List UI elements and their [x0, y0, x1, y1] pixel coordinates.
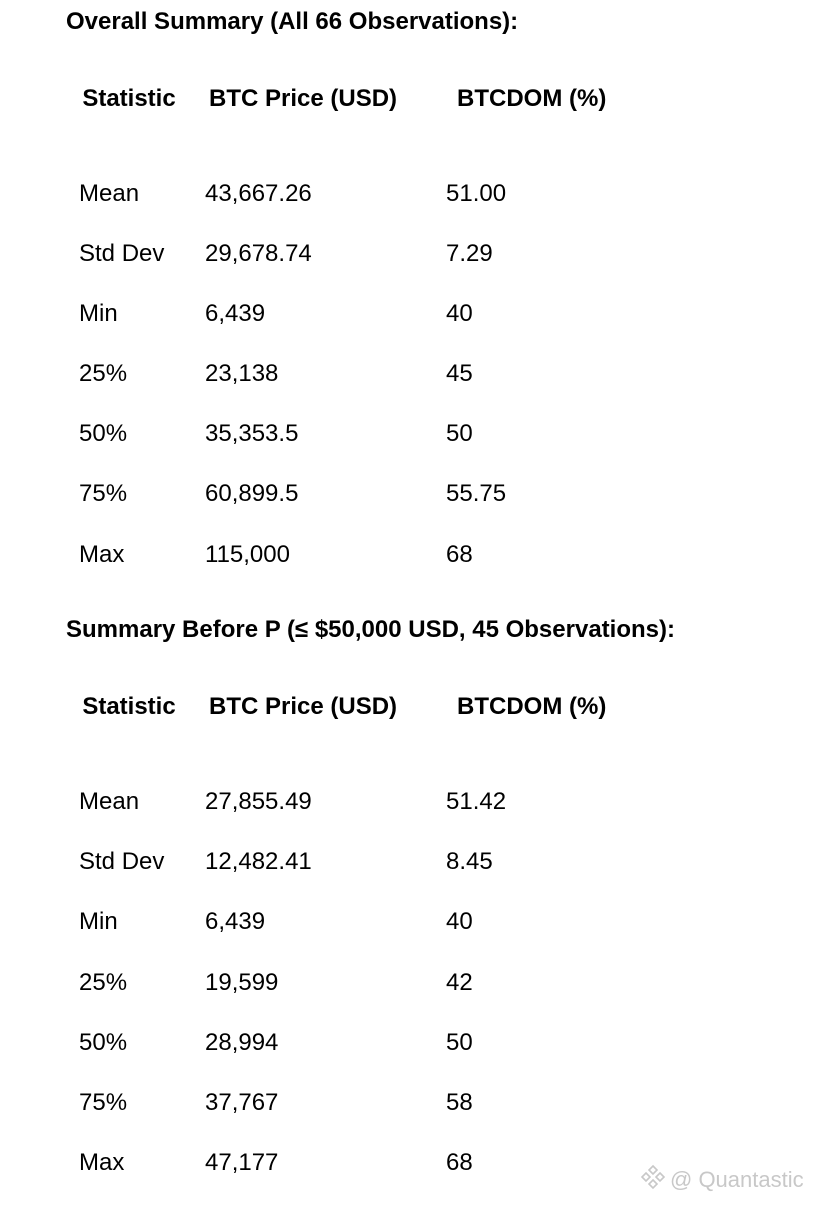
row-btc-value: 19,599: [205, 969, 279, 996]
column-header-btcdom: BTCDOM (%): [457, 693, 607, 720]
row-statistic: 50%: [79, 1029, 128, 1056]
row-statistic: 75%: [79, 1089, 128, 1116]
row-btcdom-value: 50: [446, 420, 473, 447]
table-row: [0, 176, 818, 212]
row-statistic: Min: [79, 300, 118, 327]
row-btc-value: 37,767: [205, 1089, 279, 1116]
section-title-overall: Overall Summary (All 66 Observations):: [66, 8, 519, 35]
row-statistic: 75%: [79, 480, 128, 507]
row-statistic: Mean: [79, 788, 140, 815]
row-btc-value: 43,667.26: [205, 180, 312, 207]
table-row: [0, 1025, 818, 1061]
row-btc-value: 60,899.5: [205, 480, 299, 507]
table-row: [0, 416, 818, 452]
row-btcdom-value: 8.45: [446, 848, 493, 875]
column-header-btc-price: BTC Price (USD): [209, 85, 398, 112]
row-statistic: 25%: [79, 969, 128, 996]
table-row: [0, 965, 818, 1001]
row-statistic: Mean: [79, 180, 140, 207]
table-row: [0, 356, 818, 392]
row-btcdom-value: 50: [446, 1029, 473, 1056]
table-row: [0, 844, 818, 880]
row-btcdom-value: 7.29: [446, 240, 493, 267]
column-header-btcdom: BTCDOM (%): [457, 85, 607, 112]
row-statistic: Std Dev: [79, 848, 165, 875]
table-row: [0, 784, 818, 820]
table-row: [0, 537, 818, 573]
row-statistic: 50%: [79, 420, 128, 447]
table-row: [0, 236, 818, 272]
row-btcdom-value: 51.00: [446, 180, 507, 207]
table-row: [0, 476, 818, 512]
watermark-text: @ Quantastic: [670, 1166, 804, 1192]
row-btcdom-value: 42: [446, 969, 473, 996]
row-statistic: 25%: [79, 360, 128, 387]
column-header-btc-price: BTC Price (USD): [209, 693, 398, 720]
row-btcdom-value: 45: [446, 360, 473, 387]
row-btc-value: 115,000: [205, 541, 290, 568]
column-header-statistic: Statistic: [82, 693, 176, 720]
row-btc-value: 6,439: [205, 300, 266, 327]
row-btc-value: 6,439: [205, 908, 266, 935]
row-btcdom-value: 55.75: [446, 480, 507, 507]
row-btcdom-value: 40: [446, 908, 473, 935]
table-row: [0, 296, 818, 332]
row-btcdom-value: 58: [446, 1089, 473, 1116]
table-row: [0, 904, 818, 940]
row-btc-value: 29,678.74: [205, 240, 312, 267]
watermark: [640, 1164, 804, 1198]
row-btc-value: 12,482.41: [205, 848, 312, 875]
row-btc-value: 35,353.5: [205, 420, 299, 447]
row-statistic: Max: [79, 1149, 125, 1176]
row-btcdom-value: 68: [446, 541, 473, 568]
row-btc-value: 47,177: [205, 1149, 279, 1176]
column-header-statistic: Statistic: [82, 85, 176, 112]
row-btcdom-value: 51.42: [446, 788, 507, 815]
row-btc-value: 23,138: [205, 360, 279, 387]
quantastic-logo-icon: [640, 1164, 666, 1198]
row-btcdom-value: 68: [446, 1149, 473, 1176]
section-title-before-p: Summary Before P (≤ $50,000 USD, 45 Observations):: [66, 616, 675, 643]
row-statistic: Min: [79, 908, 118, 935]
row-btc-value: 28,994: [205, 1029, 279, 1056]
row-btcdom-value: 40: [446, 300, 473, 327]
row-statistic: Std Dev: [79, 240, 165, 267]
row-btc-value: 27,855.49: [205, 788, 312, 815]
row-statistic: Max: [79, 541, 125, 568]
table-row: [0, 1085, 818, 1121]
